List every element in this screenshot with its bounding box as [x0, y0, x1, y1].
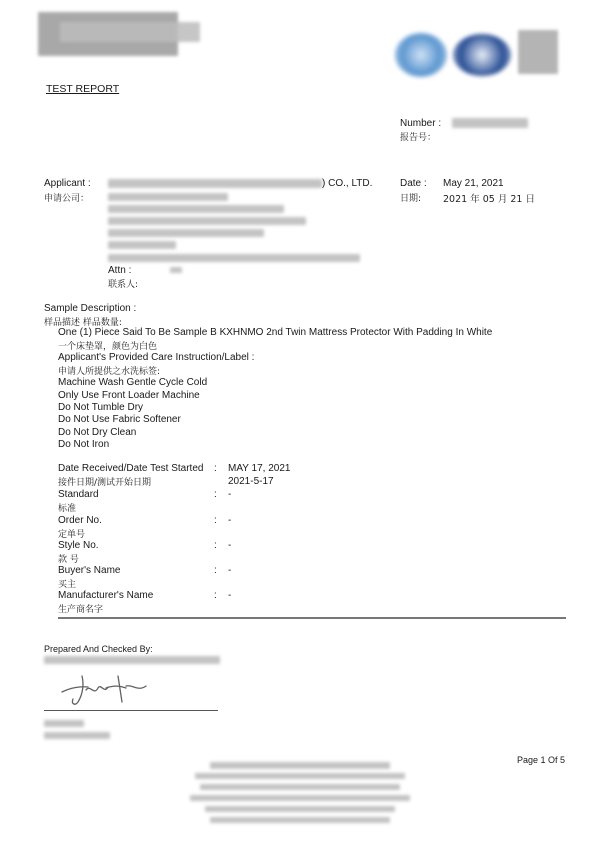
- field-label: Style No.: [58, 540, 99, 551]
- sample-description-text: One (1) Piece Said To Be Sample B KXHNMO 2nd Twin Mattress Protector With Padding In White: [58, 327, 493, 338]
- sample-description-label: Sample Description :: [44, 303, 137, 314]
- section-divider: [58, 617, 566, 619]
- signature-line: [44, 710, 218, 711]
- sample-description-text-zh: 一个床垫罩，颜色为白色: [58, 342, 158, 352]
- field-label-zh: 标准: [58, 504, 77, 514]
- field-separator: :: [214, 540, 217, 551]
- field-label: Buyer's Name: [58, 565, 121, 576]
- field-value-zh: 2021-5-17: [228, 476, 274, 487]
- care-item: Do Not Tumble Dry: [58, 402, 144, 413]
- attn-name-redacted: [170, 267, 182, 273]
- signatory-name-redacted: [44, 720, 84, 727]
- applicant-label: Applicant :: [44, 178, 91, 189]
- field-label: Standard: [58, 489, 99, 500]
- date-value-zh: 2021 年 05 月 21 日: [443, 194, 535, 205]
- care-item: Do Not Iron: [58, 439, 110, 450]
- number-label-zh: 报告号：: [400, 133, 437, 143]
- field-label-zh: 定单号: [58, 530, 86, 540]
- field-separator: :: [214, 463, 217, 474]
- page-number: Page 1 Of 5: [517, 755, 566, 765]
- field-label: Order No.: [58, 515, 102, 526]
- field-value: -: [228, 489, 232, 500]
- signatory-title-redacted: [44, 732, 110, 739]
- field-value: -: [228, 590, 232, 601]
- field-separator: :: [214, 515, 217, 526]
- applicant-label-zh: 申请公司：: [44, 194, 90, 204]
- care-item: Machine Wash Gentle Cycle Cold: [58, 377, 208, 388]
- field-label-zh: 款 号: [58, 555, 79, 565]
- date-label: Date :: [400, 178, 427, 189]
- signature-image: [56, 668, 166, 708]
- attn-label-zh: 联系人:: [108, 280, 139, 290]
- field-value: MAY 17, 2021: [228, 463, 291, 474]
- date-value: May 21, 2021: [443, 178, 504, 189]
- care-instruction-label-zh: 申请人所提供之水洗标签:: [58, 367, 161, 377]
- care-item: Only Use Front Loader Machine: [58, 390, 200, 401]
- applicant-name-suffix: ) CO., LTD.: [322, 178, 373, 189]
- attn-label: Attn :: [108, 265, 132, 276]
- field-value: -: [228, 515, 232, 526]
- date-label-zh: 日期:: [400, 194, 422, 204]
- prepared-label: Prepared And Checked By:: [44, 644, 153, 654]
- field-label-zh: 生产商名字: [58, 605, 104, 615]
- number-label: Number :: [400, 118, 442, 129]
- field-separator: :: [214, 590, 217, 601]
- page-title: TEST REPORT: [46, 83, 120, 95]
- field-separator: :: [214, 565, 217, 576]
- field-label-zh: 买主: [58, 580, 77, 590]
- field-value: -: [228, 540, 232, 551]
- field-label-zh: 接件日期/测试开始日期: [58, 478, 152, 488]
- report-number-redacted: [452, 118, 528, 128]
- field-label: Manufacturer's Name: [58, 590, 154, 601]
- field-value: -: [228, 565, 232, 576]
- care-instruction-label: Applicant's Provided Care Instruction/Label :: [58, 352, 255, 363]
- care-item: Do Not Use Fabric Softener: [58, 414, 181, 425]
- preparer-company-redacted: [44, 656, 220, 664]
- field-separator: :: [214, 489, 217, 500]
- care-item: Do Not Dry Clean: [58, 427, 137, 438]
- sample-description-label-zh: 样品描述 样品数量:: [44, 318, 122, 328]
- field-label: Date Received/Date Test Started: [58, 463, 204, 474]
